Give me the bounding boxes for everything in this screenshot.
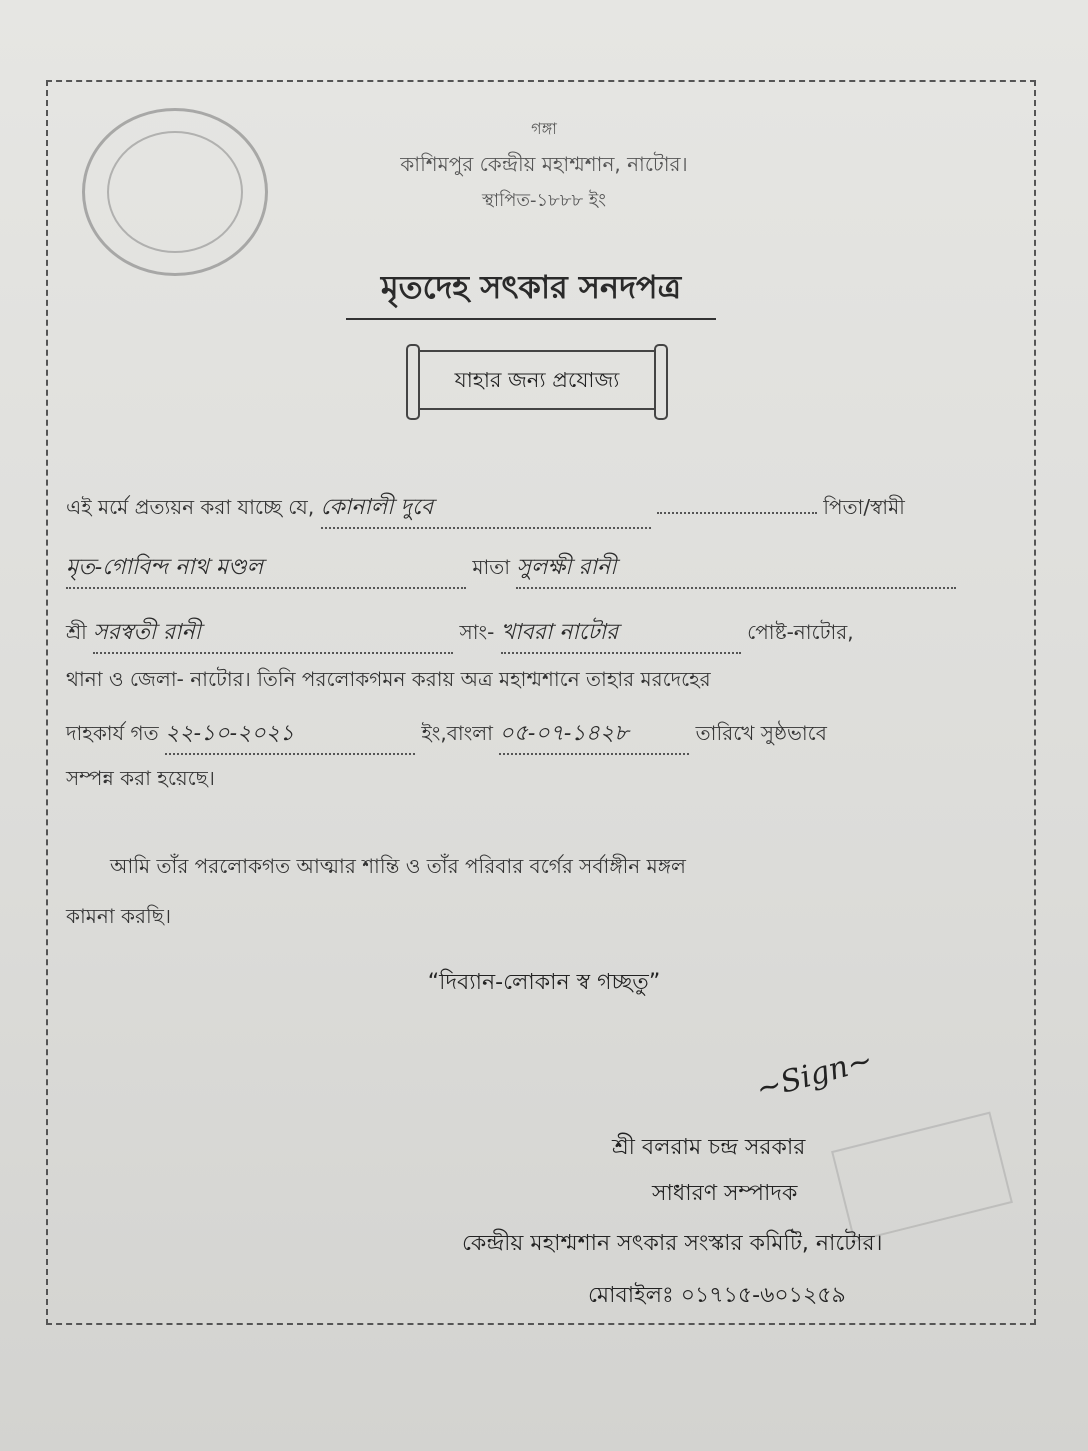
header-established: স্থাপিত-১৮৮৮ ইং bbox=[481, 190, 607, 211]
scroll-label: যাহার জন্য প্রযোজ্য bbox=[454, 368, 620, 392]
header-line1: গঙ্গা bbox=[531, 119, 557, 138]
signatory-organization: কেন্দ্রীয় মহাশ্মশান সৎকার সংস্কার কমিটি, নাটোর। bbox=[462, 1231, 883, 1256]
l1-filler bbox=[657, 512, 817, 514]
body-line-3 bbox=[66, 615, 996, 654]
l5-prefix: দাহকার্য গত bbox=[66, 721, 159, 745]
header-institution: কাশিমপুর কেন্দ্রীয় মহাশ্মশান, নাটোর। bbox=[400, 152, 688, 176]
mother-name: সুলক্ষী রানী bbox=[516, 550, 956, 589]
body-line-5 bbox=[66, 716, 996, 755]
village-name: খাবরা নাটোর bbox=[501, 615, 741, 654]
village-label: সাং- bbox=[459, 620, 495, 644]
body-line-1 bbox=[66, 490, 996, 529]
post-office: পোষ্ট-নাটোর, bbox=[747, 620, 854, 644]
signatory-designation: সাধারণ সম্পাদক bbox=[652, 1181, 798, 1206]
father-name: মৃত-গোবিন্দ নাথ মণ্ডল bbox=[66, 550, 466, 589]
signatory-mobile: মোবাইলঃ ০১৭১৫-৬০১২৫৯ bbox=[588, 1283, 846, 1308]
body-line-2 bbox=[66, 550, 996, 589]
blessing-quote: “দিব্যান-লোকান স্ব গচ্ছতু” bbox=[427, 970, 661, 995]
scroll-banner bbox=[414, 350, 660, 410]
body-line-4: থানা ও জেলা- নাটোর। তিনি পরলোকগমন করায় অত্র মহাশ্মশানে তাহার মরদেহের bbox=[66, 667, 711, 691]
l5-mid: ইং,বাংলা bbox=[421, 721, 493, 745]
deceased-name: কোনালী দুবে bbox=[321, 490, 651, 529]
l1-prefix: এই মর্মে প্রত্যয়ন করা যাচ্ছে যে, bbox=[66, 495, 315, 519]
signatory-name: শ্রী বলরাম চন্দ্র সরকার bbox=[612, 1135, 806, 1160]
handwritten-signature: ~Sign~ bbox=[752, 1042, 877, 1108]
body-line-6: সম্পন্ন করা হয়েছে। bbox=[66, 766, 215, 790]
spouse-name: সরস্বতী রানী bbox=[93, 615, 453, 654]
document-title: মৃতদেহ সৎকার সনদপত্র bbox=[346, 262, 716, 320]
cremation-date-en: ২২-১০-২০২১ bbox=[165, 716, 415, 755]
l3-prefix: শ্রী bbox=[66, 620, 87, 644]
l5-suffix: তারিখে সুষ্ঠভাবে bbox=[695, 721, 827, 745]
para2-line-2: কামনা করছি। bbox=[66, 904, 171, 928]
cremation-date-bn: ০৫-০৭-১৪২৮ bbox=[499, 716, 689, 755]
l1-suffix: পিতা/স্বামী bbox=[823, 495, 905, 519]
para2-line-1: আমি তাঁর পরলোকগত আত্মার শান্তি ও তাঁর পরিবার বর্গের সর্বাঙ্গীন মঙ্গল bbox=[110, 854, 686, 878]
mother-label: মাতা bbox=[472, 555, 511, 579]
